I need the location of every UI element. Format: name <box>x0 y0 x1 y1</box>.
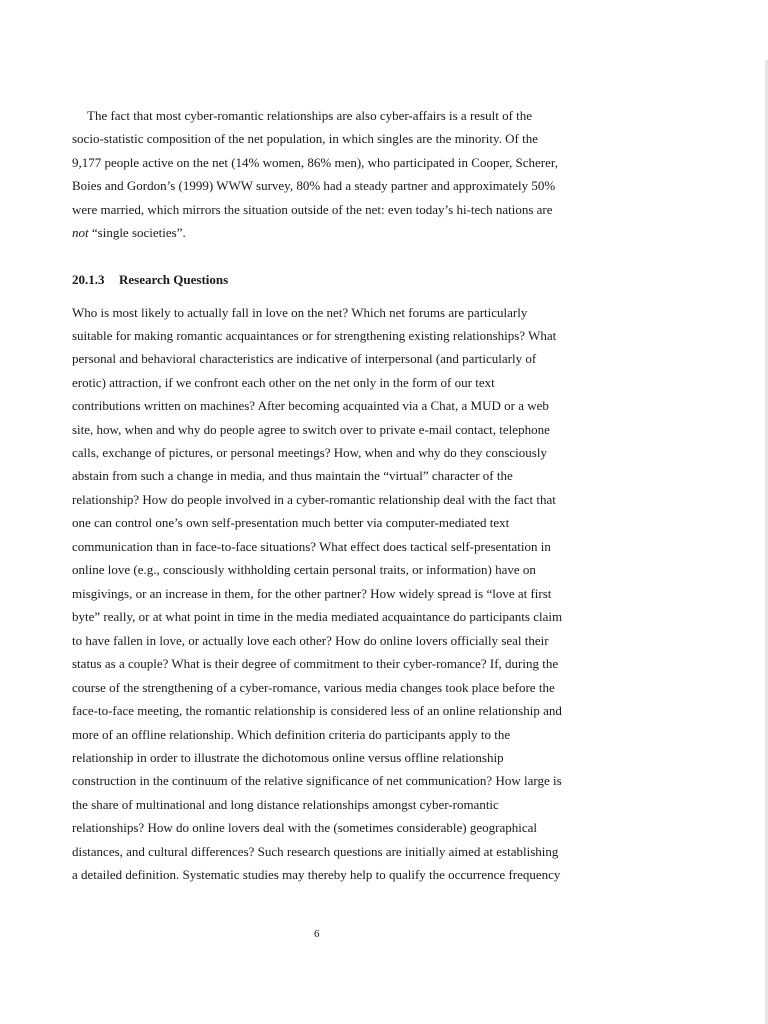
text-line: face-to-face meeting, the romantic relationship is considered less of an online relationship and <box>72 703 562 718</box>
text-line: construction in the continuum of the relative significance of net communication? How large is <box>72 773 562 788</box>
text-line: personal and behavioral characteristics are indicative of interpersonal (and particularly of <box>72 351 537 366</box>
text-line: more of an offline relationship. Which definition criteria do participants apply to the <box>72 727 511 742</box>
text-line: 9,177 people active on the net (14% women, 86% men), who participated in Cooper, Scherer, <box>72 155 558 170</box>
text-line: site, how, when and why do people agree to switch over to private e-mail contact, telephone <box>72 422 550 437</box>
section-heading <box>72 272 228 288</box>
text-line: relationship in order to illustrate the dichotomous online versus offline relationship <box>72 750 504 765</box>
text-line: socio-statistic composition of the net population, in which singles are the minority. Of the <box>72 131 538 146</box>
text-line <box>72 224 186 242</box>
text-line: Boies and Gordon’s (1999) WWW survey, 80% had a steady partner and approximately 50% <box>72 178 556 193</box>
text-line: Who is most likely to actually fall in love on the net? Which net forums are particularly <box>72 305 528 320</box>
text-line: relationships? How do online lovers deal with the (sometimes considerable) geographical <box>72 820 537 835</box>
text-line: course of the strengthening of a cyber-romance, various media changes took place before the <box>72 680 555 695</box>
emphasis-text: not <box>72 225 89 240</box>
text-line: status as a couple? What is their degree of commitment to their cyber-romance? If, during the <box>72 656 559 671</box>
text-line: the share of multinational and long distance relationships amongst cyber-romantic <box>72 797 499 812</box>
text-line: The fact that most cyber-romantic relationships are also cyber-affairs is a result of the <box>87 108 533 123</box>
text-line: relationship? How do people involved in a cyber-romantic relationship deal with the fact that <box>72 492 556 507</box>
text-line: calls, exchange of pictures, or personal meetings? How, when and why do they consciously <box>72 445 547 460</box>
text-line: byte” really, or at what point in time in the media mediated acquaintance do participants claim <box>72 609 563 624</box>
text-line: a detailed definition. Systematic studies may thereby help to qualify the occurrence frequency <box>72 867 561 882</box>
text-line: abstain from such a change in media, and thus maintain the “virtual” character of the <box>72 468 513 483</box>
text-line: contributions written on machines? After becoming acquainted via a Chat, a MUD or a web <box>72 398 549 413</box>
text-line: one can control one’s own self-presentation much better via computer-mediated text <box>72 515 510 530</box>
section-title: Research Questions <box>119 272 229 287</box>
text-line: misgivings, or an increase in them, for the other partner? How widely spread is “love at first <box>72 586 552 601</box>
text-line: were married, which mirrors the situation outside of the net: even today’s hi-tech nations are <box>72 202 553 217</box>
text-line: erotic) attraction, if we confront each other on the net only in the form of our text <box>72 375 495 390</box>
section-number: 20.1.3 <box>72 272 105 287</box>
text-line: distances, and cultural differences? Such research questions are initially aimed at establishing <box>72 844 559 859</box>
text-fragment: “single societies”. <box>88 225 186 240</box>
text-line: online love (e.g., consciously withholding certain personal traits, or information) have on <box>72 562 536 577</box>
text-line: communication than in face-to-face situations? What effect does tactical self-presentation in <box>72 539 551 554</box>
page-number: 6 <box>314 928 320 940</box>
text-line: to have fallen in love, or actually love each other? How do online lovers officially seal their <box>72 633 549 648</box>
text-line: suitable for making romantic acquaintances or for strengthening existing relationships? What <box>72 328 557 343</box>
